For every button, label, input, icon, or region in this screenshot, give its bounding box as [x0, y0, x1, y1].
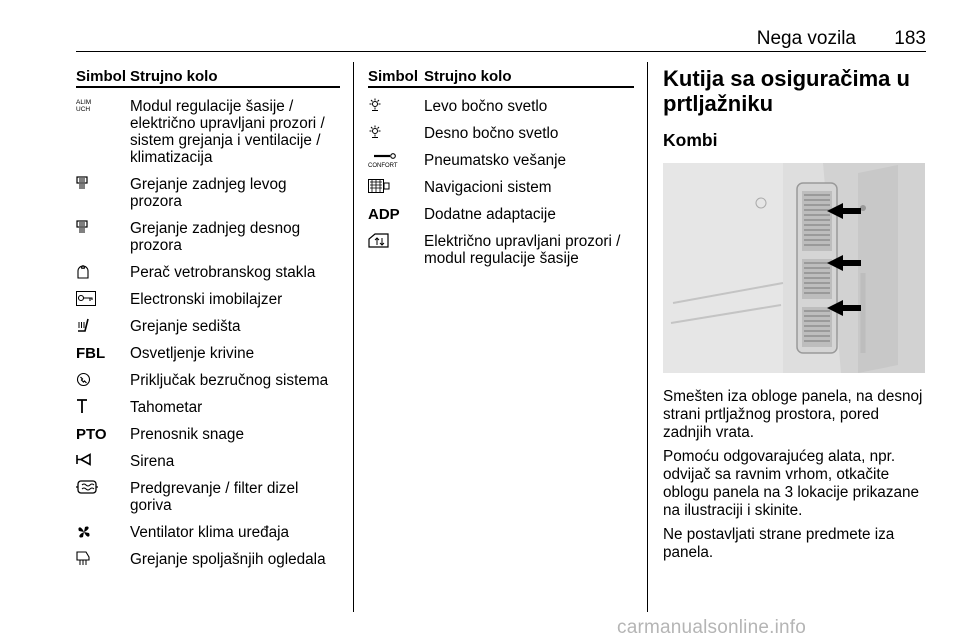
row-text: Perač vetrobranskog stakla	[130, 264, 316, 281]
fan-icon	[76, 524, 126, 544]
adp-icon: ADP	[368, 206, 400, 223]
table-header	[76, 62, 340, 88]
handsfree-icon	[76, 372, 126, 391]
row-text: Osvetljenje krivine	[130, 345, 255, 362]
table-row	[368, 179, 634, 196]
washer-icon	[76, 264, 126, 283]
row-text: Ventilator klima uređaja	[130, 524, 290, 541]
table-row	[76, 480, 340, 514]
rear-window-heat-left-icon	[76, 176, 126, 194]
power-window-icon	[368, 233, 418, 252]
row-text: Grejanje spoljašnjih ogledala	[130, 551, 326, 568]
row-text: Grejanje zadnjeg desnog prozora	[130, 220, 301, 254]
table-row	[76, 372, 340, 389]
immobilizer-key-icon	[76, 291, 126, 310]
tachograph-icon	[76, 399, 126, 418]
alim-uch-icon: ALIM UCH	[76, 99, 92, 113]
table-row	[76, 426, 340, 443]
horn-icon	[76, 453, 126, 470]
row-text: Levo bočno svetlo	[424, 98, 548, 115]
watermark: carmanualsonline.info	[617, 617, 807, 638]
row-text: Grejanje sedišta	[130, 318, 241, 335]
page-number: 183	[894, 28, 926, 49]
table-header	[368, 62, 634, 88]
col-header-circuit: Strujno kolo	[130, 68, 218, 85]
row-text: Modul regulacije šasije / električno upravljani prozori / sistem grejanja i ventilacije / klimatizacija	[130, 98, 325, 166]
column-divider	[353, 62, 354, 612]
row-text: Predgrevanje / filter dizel goriva	[130, 480, 299, 514]
row-text: Sirena	[130, 453, 175, 470]
pto-icon: PTO	[76, 426, 107, 443]
fuse-panel-illustration	[663, 163, 925, 373]
paragraph: Pomoću odgovarajućeg alata, npr. odvijač sa ravnim vrhom, otkačite oblogu panela na 3 lokacije prikazane na ilustraciji i skinite.	[663, 448, 919, 519]
table-row	[368, 98, 634, 115]
row-text: Dodatne adaptacije	[424, 206, 556, 223]
paragraph: Ne postavljati strane predmete iza panela.	[663, 526, 895, 561]
column-divider	[647, 62, 648, 612]
section-subheading: Kombi	[663, 130, 718, 150]
col-header-symbol: Simbol	[76, 68, 127, 85]
rear-window-heat-right-icon	[76, 220, 126, 238]
seat-heating-icon	[76, 318, 126, 337]
table-row	[76, 399, 340, 416]
fbl-icon: FBL	[76, 345, 106, 362]
section-title: Nega vozila	[756, 28, 856, 49]
navigation-icon	[368, 179, 418, 197]
table-row	[76, 98, 340, 166]
table-row	[76, 551, 340, 568]
table-row	[76, 220, 340, 254]
table-row	[76, 453, 340, 470]
row-text: Električno upravljani prozori / modul regulacije šasije	[424, 233, 621, 267]
fuse-box-section	[663, 64, 925, 562]
side-light-left-icon	[368, 98, 418, 116]
paragraph: Smešten iza obloge panela, na desnoj strani prtljažnog prostora, pored zadnjih vrata.	[663, 388, 923, 441]
row-text: Navigacioni sistem	[424, 179, 552, 196]
row-text: Electronski imobilajzer	[130, 291, 283, 308]
table-row	[76, 345, 340, 362]
page-header	[76, 25, 926, 52]
row-text: Priključak bezručnog sistema	[130, 372, 329, 389]
preheat-icon	[76, 480, 126, 498]
table-row	[368, 206, 634, 223]
row-text: Prenosnik snage	[130, 426, 244, 443]
row-text: Grejanje zadnjeg levog prozora	[130, 176, 287, 210]
row-text: Pneumatsko vešanje	[424, 152, 567, 169]
side-light-right-icon	[368, 125, 418, 143]
col-header-circuit: Strujno kolo	[424, 68, 512, 85]
table-row	[76, 318, 340, 335]
table-row	[368, 125, 634, 142]
air-suspension-icon	[368, 152, 418, 172]
svg-text:CONFORT: CONFORT	[368, 163, 398, 168]
table-row	[76, 264, 340, 281]
col-header-symbol: Simbol	[368, 68, 419, 85]
section-heading: Kutija sa osiguračima u prtljažniku	[663, 66, 910, 116]
table-row	[76, 524, 340, 541]
mirror-heat-icon	[76, 551, 126, 570]
fuse-table-right	[368, 62, 634, 267]
row-text: Tahometar	[130, 399, 203, 416]
table-row	[76, 176, 340, 210]
fuse-table-left	[76, 62, 340, 568]
row-text: Desno bočno svetlo	[424, 125, 559, 142]
table-row	[368, 233, 634, 267]
table-row	[76, 291, 340, 308]
table-row	[368, 152, 634, 169]
